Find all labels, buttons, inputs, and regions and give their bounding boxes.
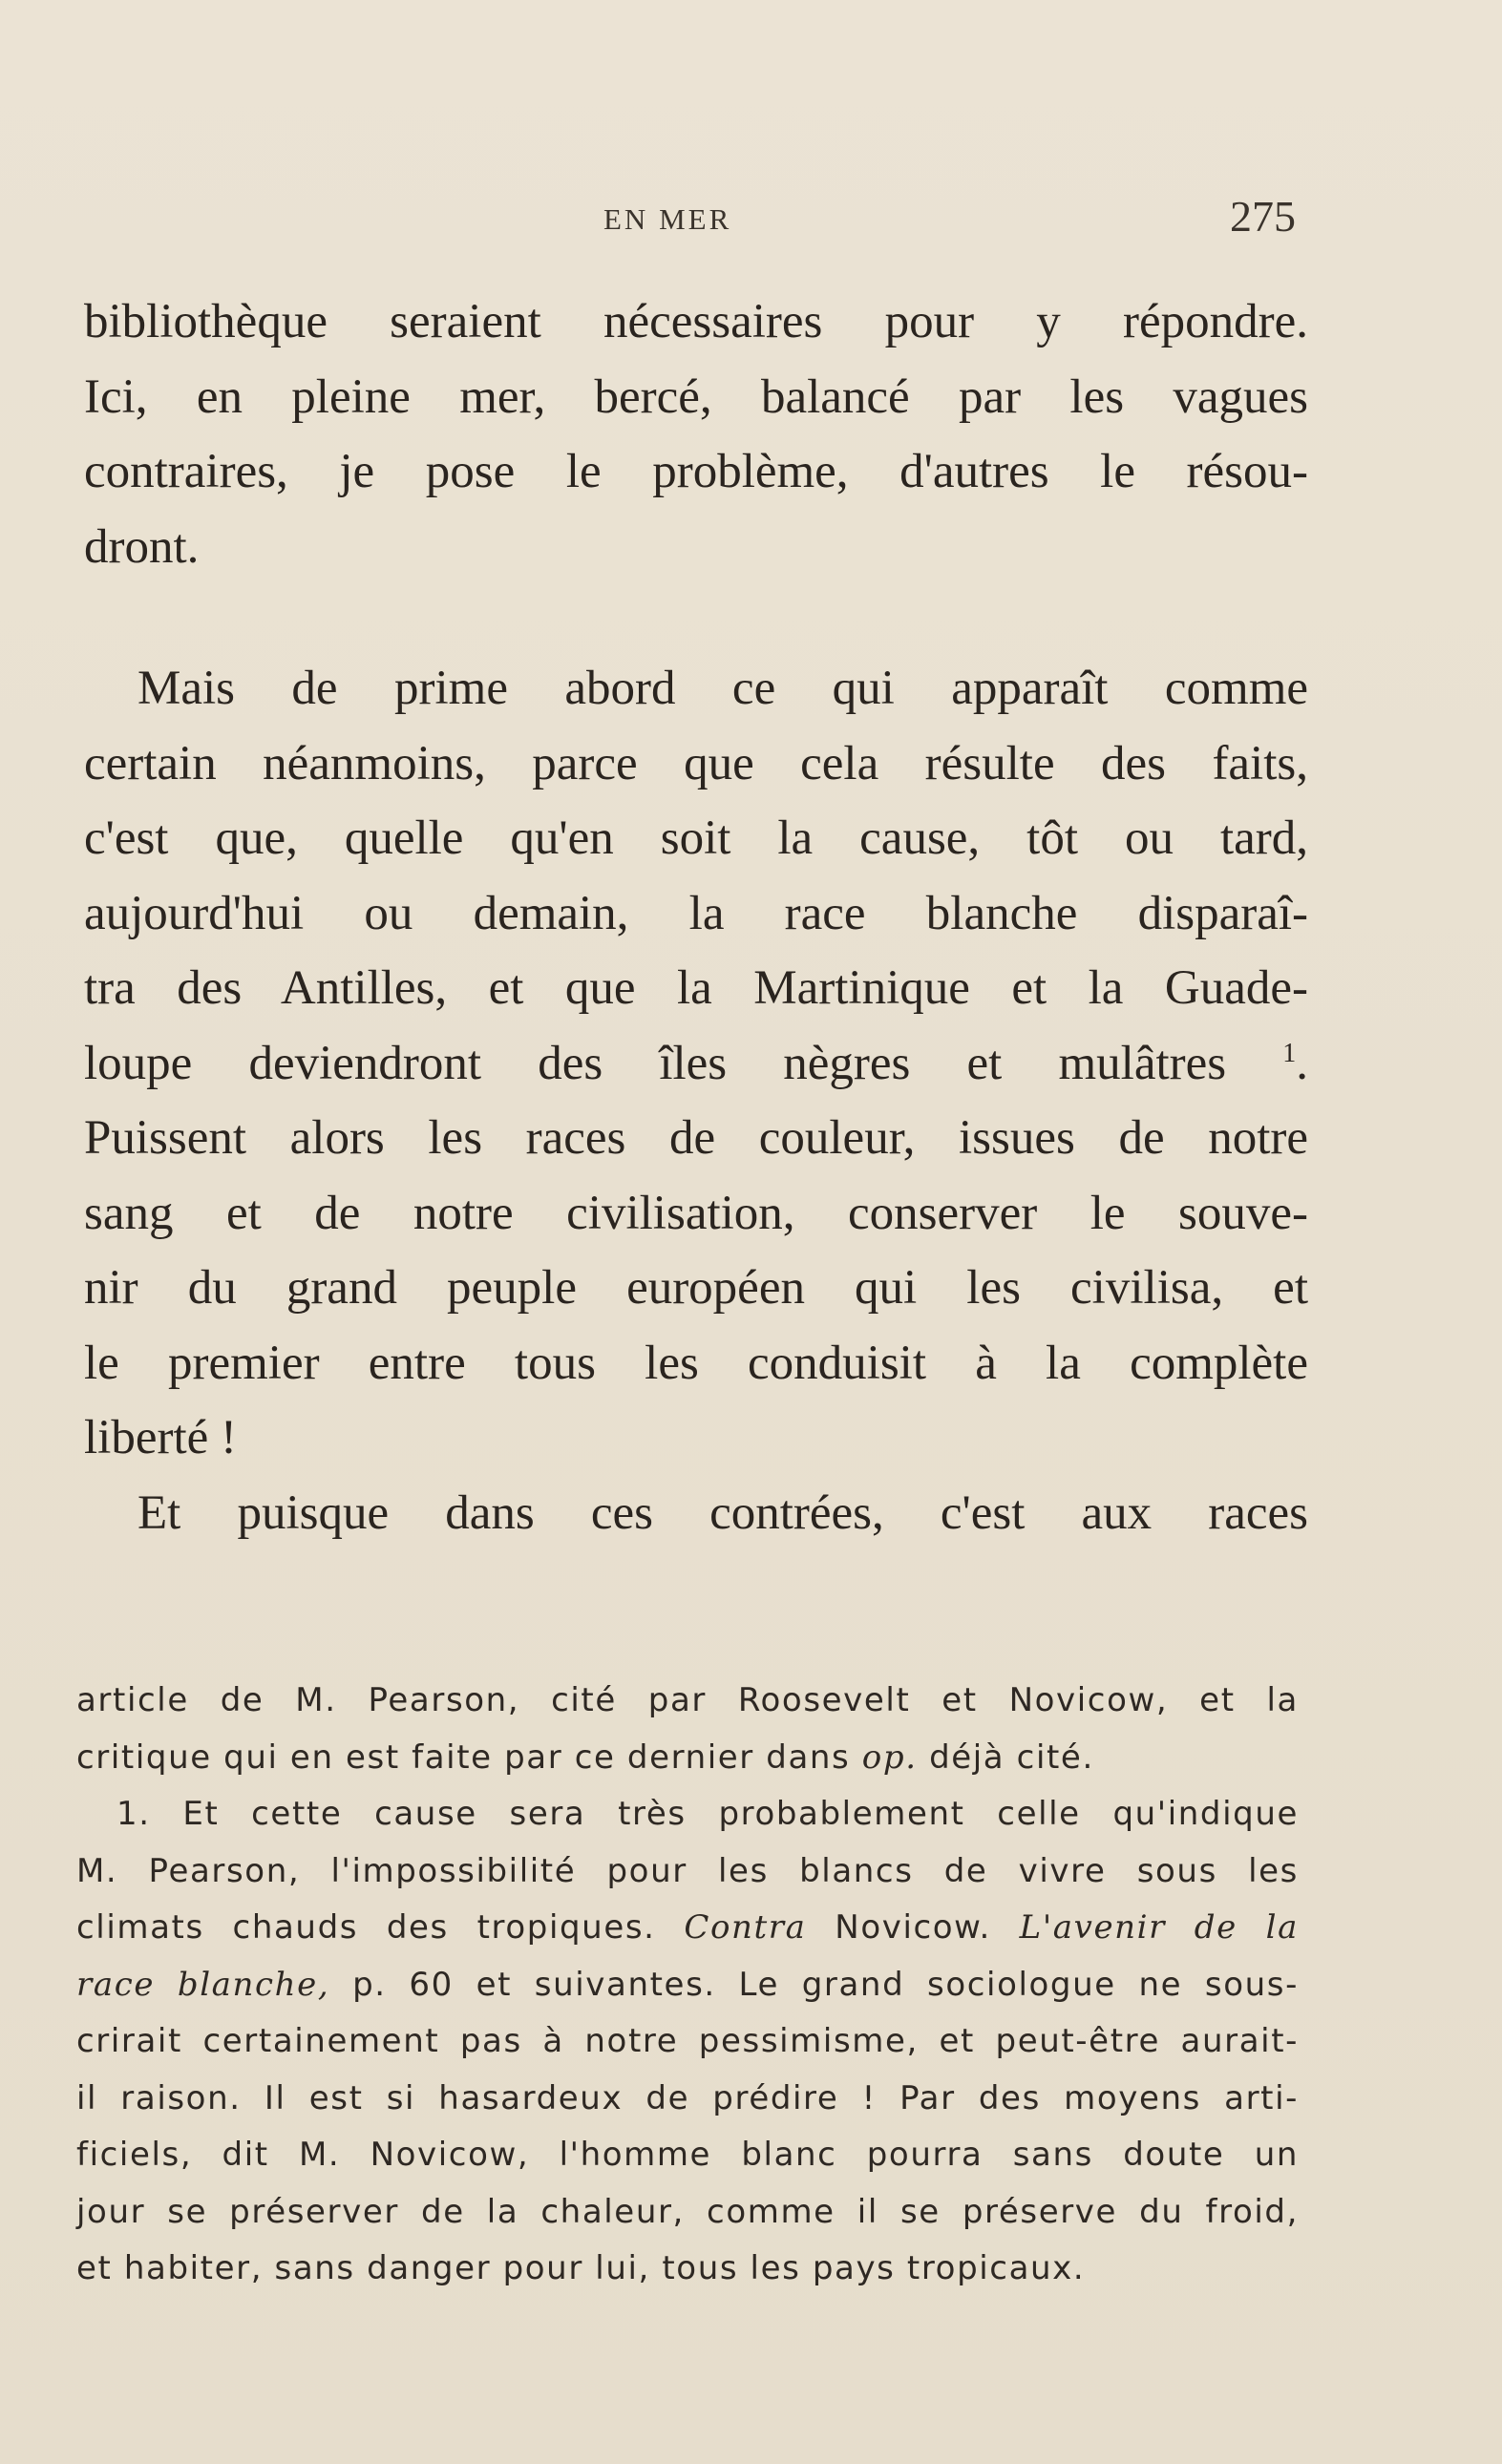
footnote-line: article de M. Pearson, cité par Roosevelt et Novicow, et la [76,1681,1299,1719]
text-line: Ici, en pleine mer, bercé, balancé par les vagues [84,369,1308,424]
footnote-line: jour se préserver de la chaleur, comme il se préserve du froid, [76,2192,1299,2231]
text-line: aujourd'hui ou demain, la race blanche disparaî- [84,886,1308,940]
footnote-line: M. Pearson, l'impossibilité pour les blancs de vivre sous les [76,1851,1299,1890]
text-segment: loupe deviendront des îles nègres et mulâtres [84,1036,1227,1090]
text-line: certain néanmoins, parce que cela résulte des faits, [84,736,1308,790]
italic-segment: Contra [684,1908,807,1947]
text-line: Et puisque dans ces contrées, c'est aux races [138,1485,1308,1540]
text-line: le premier entre tous les conduisit à la complète [84,1336,1308,1390]
text-line-with-note [84,1026,1308,1102]
running-head [0,191,1502,248]
footnote-line: il raison. Il est si hasardeux de prédire ! Par des moyens arti- [76,2078,1299,2117]
footnote-line [76,1900,1299,1957]
text-segment: déjà cité. [929,1737,1094,1777]
text-line: nir du grand peuple européen qui les civilisa, et [84,1261,1308,1315]
page-number: 275 [1230,192,1296,241]
italic-segment: race blanche, [76,1965,330,2004]
footnote-reference: 1 [1282,1038,1297,1068]
footnote-line [76,1957,1299,2014]
text-line: liberté ! [84,1411,237,1464]
text-line: bibliothèque seraient nécessaires pour y répondre. [84,295,1308,348]
footnote-line: et habiter, sans danger pour lui, tous les pays tropicaux. [76,2249,1086,2287]
text-line: Mais de prime abord ce qui apparaît comme [138,662,1308,715]
running-title: EN MER [603,202,732,236]
text-segment: . [1296,1036,1309,1090]
footnote-number: 1. [116,1795,151,1833]
italic-segment: op. [861,1737,918,1777]
text-segment: Novicow. [835,1908,991,1947]
text-line: c'est que, quelle qu'en soit la cause, tôt ou tard, [84,811,1308,865]
footnote-line: ficiels, dit M. Novicow, l'homme blanc pourra sans doute un [76,2136,1299,2174]
paragraph-gap [84,584,1308,651]
footnote-line [76,1730,1299,1787]
italic-segment: L'avenir de la [1019,1908,1299,1947]
text-line: contraires, je pose le problème, d'autres le résou- [84,445,1308,498]
text-segment: critique qui en est faite par ce dernier dans [76,1737,851,1777]
footnote-line [76,1786,1299,1843]
text-line: dront. [84,519,200,574]
text-segment: p. 60 et suivantes. Le grand sociologue ne sous- [352,1965,1299,2004]
text-line: tra des Antilles, et que la Martinique et la Guade- [84,961,1308,1015]
text-segment: Et cette cause sera très probablement celle qu'indique [182,1795,1299,1833]
footnote-line: crirait certainement pas à notre pessimisme, et peut-être aurait- [76,2022,1299,2060]
text-line: Puissent alors les races de couleur, issues de notre [84,1111,1308,1165]
footnotes [76,1673,1299,2298]
text-line: sang et de notre civilisation, conserver le souve- [84,1186,1308,1240]
main-text [84,284,1308,1550]
text-segment: climats chauds des tropiques. [76,1908,656,1947]
